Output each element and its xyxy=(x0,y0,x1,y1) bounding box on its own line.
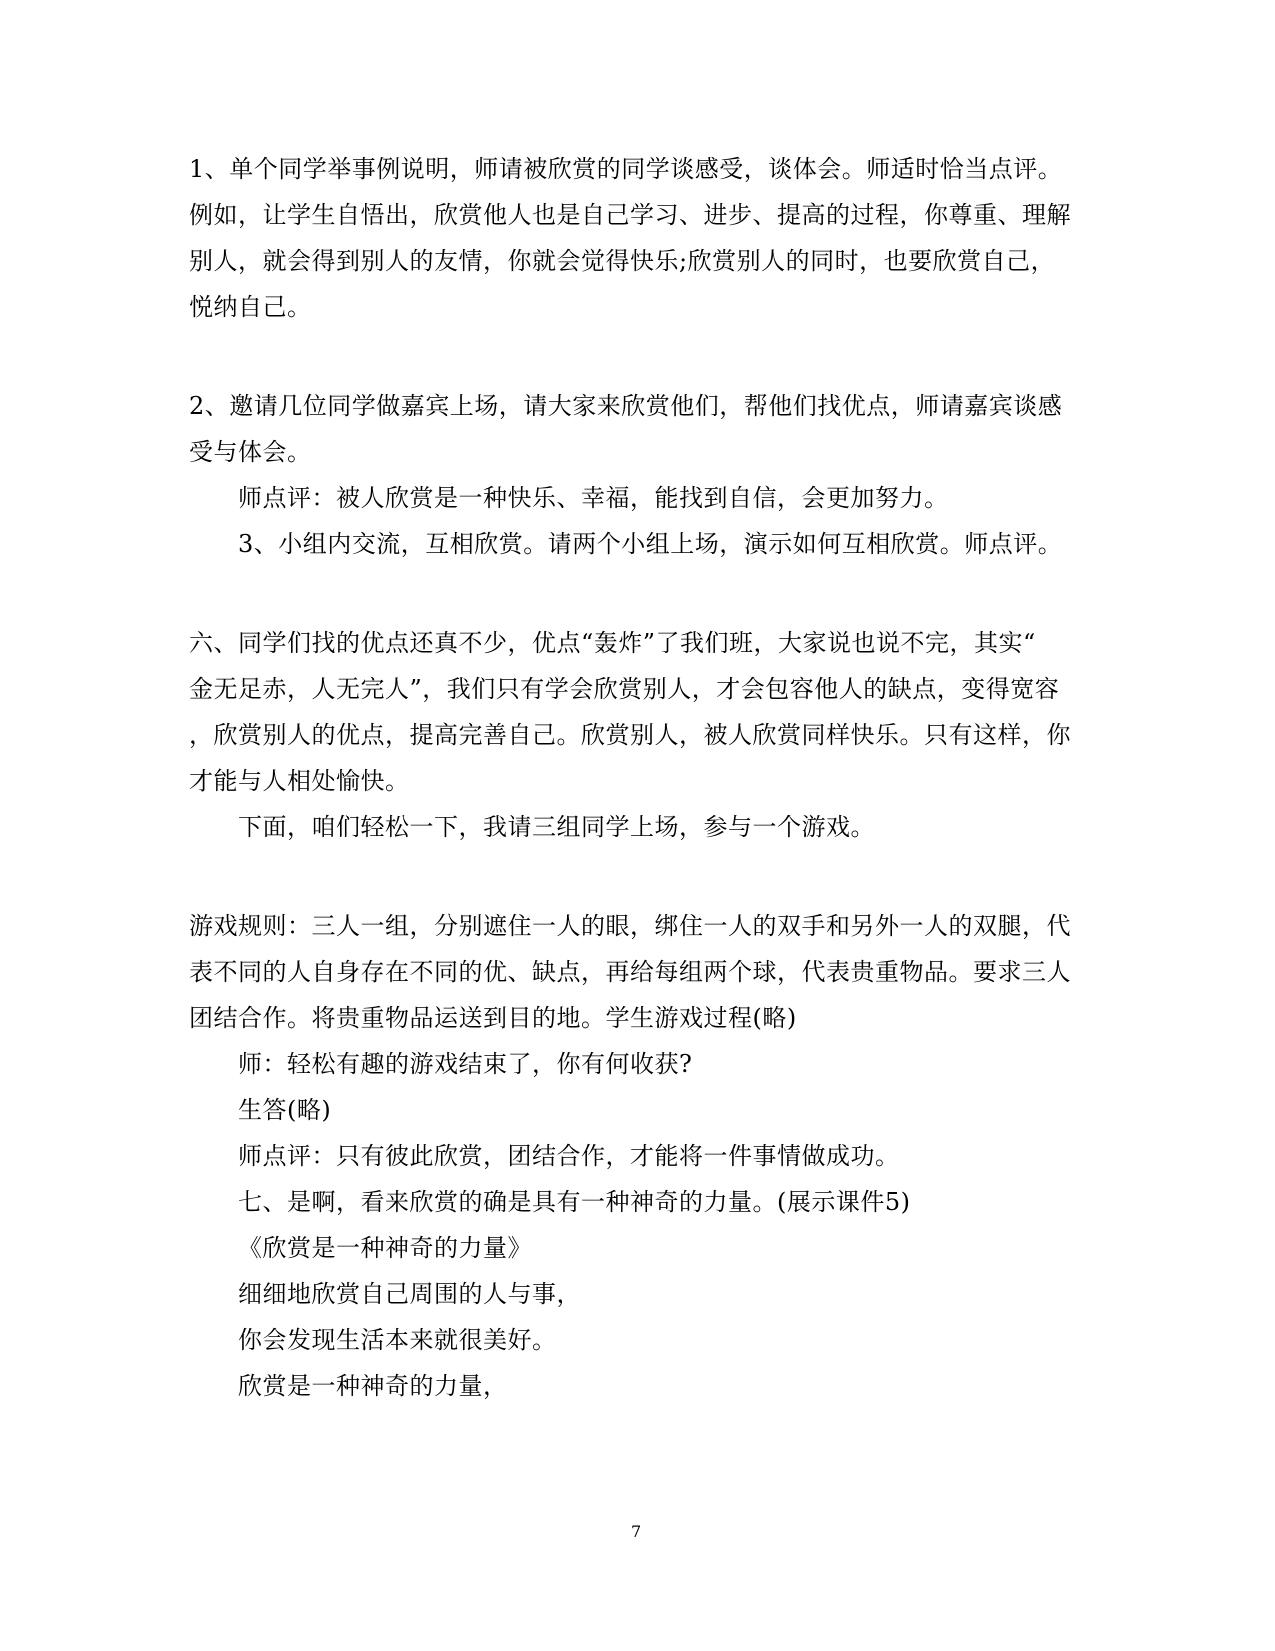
text-line: 1、单个同学举事例说明，师请被欣赏的同学谈感受，谈体会。师适时恰当点评。 xyxy=(189,155,1063,183)
text-line: 你会发现生活本来就很美好。 xyxy=(238,1326,557,1354)
text-line: 3、小组内交流，互相欣赏。请两个小组上场，演示如何互相欣赏。师点评。 xyxy=(238,530,1063,558)
text-line: 欣赏是一种神奇的力量， xyxy=(238,1372,508,1400)
text-line: 2、邀请几位同学做嘉宾上场，请大家来欣赏他们，帮他们找优点，师请嘉宾谈感 xyxy=(189,392,1063,420)
text-line: 悦纳自己。 xyxy=(189,293,312,321)
text-line: 团结合作。将贵重物品运送到目的地。学生游戏过程(略) xyxy=(189,1004,797,1032)
text-line: 才能与人相处愉快。 xyxy=(189,767,410,795)
text-line: ，欣赏别人的优点，提高完善自己。欣赏别人，被人欣赏同样快乐。只有这样，你 xyxy=(189,721,1071,749)
text-line: 表不同的人自身存在不同的优、缺点，再给每组两个球，代表贵重物品。要求三人 xyxy=(189,958,1071,986)
text-line: 细细地欣赏自己周围的人与事， xyxy=(238,1280,581,1308)
text-line: 金无足赤，人无完人”，我们只有学会欣赏别人，才会包容他人的缺点，变得宽容 xyxy=(189,675,1060,703)
text-line: 例如，让学生自悟出，欣赏他人也是自己学习、进步、提高的过程，你尊重、理解 xyxy=(189,201,1071,229)
text-line: 六、同学们找的优点还真不少，优点“轰炸”了我们班，大家说也说不完，其实“ xyxy=(189,629,1036,657)
text-line: 别人，就会得到别人的友情，你就会觉得快乐;欣赏别人的同时，也要欣赏自己， xyxy=(189,247,1056,275)
text-line: 师点评：被人欣赏是一种快乐、幸福，能找到自信，会更加努力。 xyxy=(238,484,949,512)
text-line: 游戏规则：三人一组，分别遮住一人的眼，绑住一人的双手和另外一人的双腿，代 xyxy=(189,912,1071,940)
text-line: 师点评：只有彼此欣赏，团结合作，才能将一件事情做成功。 xyxy=(238,1142,900,1170)
text-line: 生答(略) xyxy=(238,1096,332,1124)
text-line: 七、是啊，看来欣赏的确是具有一种神奇的力量。(展示课件5) xyxy=(238,1188,911,1216)
text-line: 师：轻松有趣的游戏结束了，你有何收获? xyxy=(238,1050,693,1078)
text-line: 受与体会。 xyxy=(189,438,312,466)
text-line: 《欣赏是一种神奇的力量》 xyxy=(238,1234,532,1262)
text-line: 下面，咱们轻松一下，我请三组同学上场，参与一个游戏。 xyxy=(238,813,875,841)
page-number: 7 xyxy=(631,1522,642,1541)
